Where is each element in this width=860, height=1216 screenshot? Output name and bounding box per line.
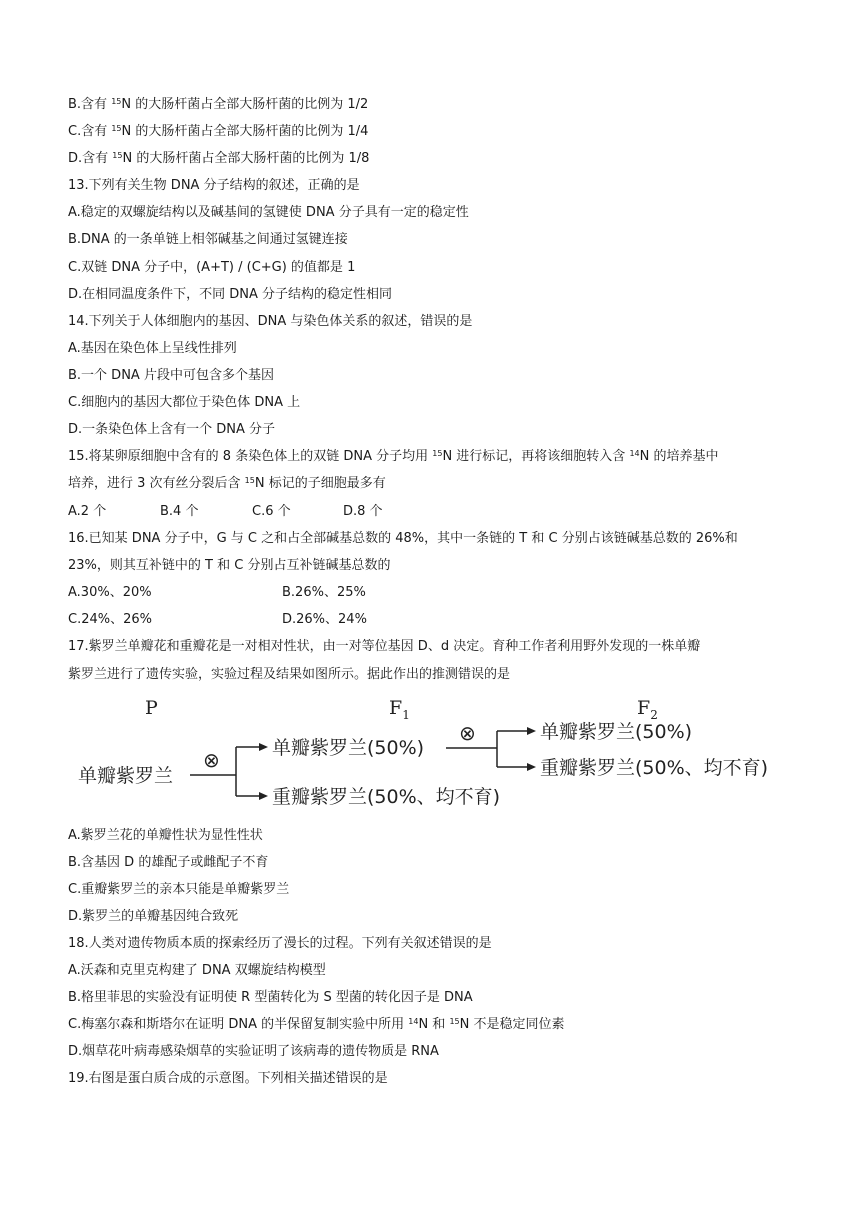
arrow-f1-single xyxy=(259,743,268,751)
q17-option-c: C.重瓣紫罗兰的亲本只能是单瓣紫罗兰 xyxy=(68,882,290,897)
arrow-f2-double xyxy=(527,763,536,771)
q14-stem: 14.下列关于人体细胞内的基因、DNA 与染色体关系的叙述，错误的是 xyxy=(68,314,473,329)
q15-option-a: A.2 个 xyxy=(68,504,107,519)
q16-stem-line2: 23%，则其互补链中的 T 和 C 分别占互补链碱基总数的 xyxy=(68,558,391,573)
q16-option-d: D.26%、24% xyxy=(282,612,367,627)
q17-cross-diagram xyxy=(0,695,860,815)
q14-option-c: C.细胞内的基因大都位于染色体 DNA 上 xyxy=(68,395,301,410)
q15-option-c: C.6 个 xyxy=(252,504,291,519)
q16-stem-line1: 16.已知某 DNA 分子中，G 与 C 之和占全部碱基总数的 48%，其中一条链的 T 和 C 分别占该链碱基总数的 26%和 xyxy=(68,531,738,546)
q16-option-b: B.26%、25% xyxy=(282,585,366,600)
q15-stem-line2: 培养，进行 3 次有丝分裂后含 $^{15}$N 标记的子细胞最多有 xyxy=(68,476,386,491)
q15-option-d: D.8 个 xyxy=(343,504,383,519)
q13-stem: 13.下列有关生物 DNA 分子结构的叙述，正确的是 xyxy=(68,178,360,193)
self-cross-symbol-2: ⊗ xyxy=(459,721,476,745)
generation-f2-label: $F_2$ xyxy=(637,697,658,722)
q12-option-c: C.含有 $^{15}$N 的大肠杆菌占全部大肠杆菌的比例为 1/4 xyxy=(68,124,369,139)
q18-option-b: B.格里菲思的实验没有证明使 R 型菌转化为 S 型菌的转化因子是 DNA xyxy=(68,990,473,1005)
f2-double-petal-label: 重瓣紫罗兰(50%、均不育) xyxy=(540,757,769,779)
q16-option-c: C.24%、26% xyxy=(68,612,152,627)
f1-single-petal-label: 单瓣紫罗兰(50%) xyxy=(272,737,425,759)
f1-double-petal-label: 重瓣紫罗兰(50%、均不育) xyxy=(272,786,501,808)
parent-single-petal-label: 单瓣紫罗兰 xyxy=(78,765,174,787)
q12-option-d: D.含有 $^{15}$N 的大肠杆菌占全部大肠杆菌的比例为 1/8 xyxy=(68,151,370,166)
q17-option-a: A.紫罗兰花的单瓣性状为显性性状 xyxy=(68,828,263,843)
generation-f1-label: $F_1$ xyxy=(389,697,410,722)
q16-option-a: A.30%、20% xyxy=(68,585,152,600)
q12-option-b: B.含有 $^{15}$N 的大肠杆菌占全部大肠杆菌的比例为 1/2 xyxy=(68,97,369,112)
arrow-f1-double xyxy=(259,792,268,800)
q14-option-d: D.一条染色体上含有一个 DNA 分子 xyxy=(68,422,276,437)
q15-option-b: B.4 个 xyxy=(160,504,199,519)
q19-stem: 19.右图是蛋白质合成的示意图。下列相关描述错误的是 xyxy=(68,1071,388,1086)
q17-option-b: B.含基因 D 的雄配子或雌配子不育 xyxy=(68,855,269,870)
arrow-f2-single xyxy=(527,727,536,735)
q13-option-c: C.双链 DNA 分子中，(A+T) / (C+G) 的值都是 1 xyxy=(68,260,356,275)
q14-option-b: B.一个 DNA 片段中可包含多个基因 xyxy=(68,368,274,383)
q13-option-b: B.DNA 的一条单链上相邻碱基之间通过氢键连接 xyxy=(68,232,348,247)
q18-option-a: A.沃森和克里克构建了 DNA 双螺旋结构模型 xyxy=(68,963,326,978)
q17-option-d: D.紫罗兰的单瓣基因纯合致死 xyxy=(68,909,239,924)
q13-option-a: A.稳定的双螺旋结构以及碱基间的氢键使 DNA 分子具有一定的稳定性 xyxy=(68,205,469,220)
q17-stem-line1: 17.紫罗兰单瓣花和重瓣花是一对相对性状，由一对等位基因 D、d 决定。育种工作者利用野外发现的一株单瓣 xyxy=(68,639,701,654)
q18-option-c: C.梅塞尔森和斯塔尔在证明 DNA 的半保留复制实验中所用 $^{14}$N 和 $^{15}$N 不是稳定同位素 xyxy=(68,1017,565,1032)
q18-stem: 18.人类对遗传物质本质的探索经历了漫长的过程。下列有关叙述错误的是 xyxy=(68,936,492,951)
self-cross-symbol-1: ⊗ xyxy=(203,748,220,772)
f2-single-petal-label: 单瓣紫罗兰(50%) xyxy=(540,721,693,743)
q13-option-d: D.在相同温度条件下，不同 DNA 分子结构的稳定性相同 xyxy=(68,287,393,302)
q14-option-a: A.基因在染色体上呈线性排列 xyxy=(68,341,237,356)
q17-stem-line2: 紫罗兰进行了遗传实验，实验过程及结果如图所示。据此作出的推测错误的是 xyxy=(68,667,511,682)
q15-stem-line1: 15.将某卵原细胞中含有的 8 条染色体上的双链 DNA 分子均用 $^{15}$N 进行标记，再将该细胞转入含 $^{14}$N 的培养基中 xyxy=(68,449,719,464)
q18-option-d: D.烟草花叶病毒感染烟草的实验证明了该病毒的遗传物质是 RNA xyxy=(68,1044,439,1059)
generation-p-label: P xyxy=(145,697,158,719)
